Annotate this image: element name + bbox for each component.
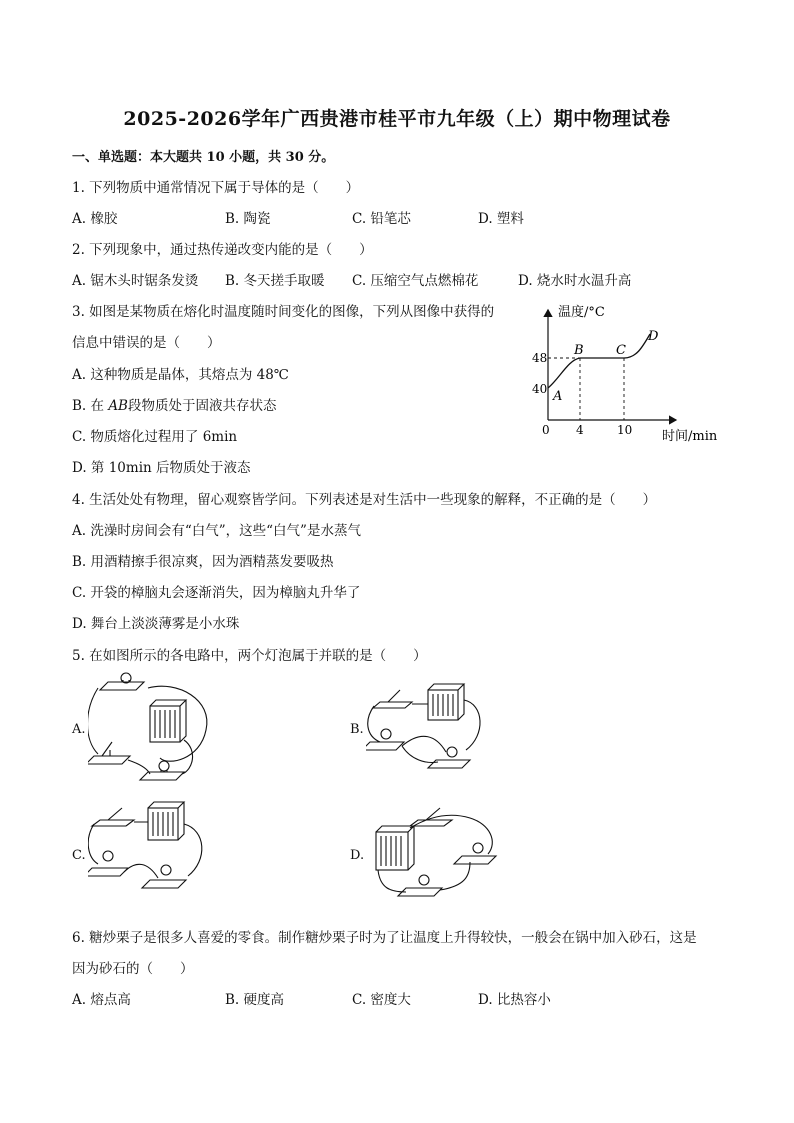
- question-6-stem-line2: 因为砂石的（ ）: [72, 961, 194, 977]
- temperature-curve: [548, 334, 650, 388]
- question-1-stem: 1. 下列物质中通常情况下属于导体的是（ ）: [72, 180, 360, 196]
- circuit-b-label: B.: [350, 722, 364, 737]
- tick-10: 10: [617, 423, 633, 437]
- question-3-option-b: B. 在 AB段物质处于固液共存状态: [72, 398, 277, 414]
- question-3-stem-line2: 信息中错误的是（ ）: [72, 335, 221, 351]
- question-3-option-a: A. 这种物质是晶体，其熔点为 48℃: [72, 367, 289, 383]
- question-2-option-b: B. 冬天搓手取暖: [225, 273, 325, 289]
- point-b-label: B: [574, 343, 584, 358]
- question-4-option-b: B. 用酒精擦手很凉爽，因为酒精蒸发要吸热: [72, 554, 334, 570]
- question-2-stem: 2. 下列现象中，通过热传递改变内能的是（ ）: [72, 242, 373, 258]
- question-1-option-a: A. 橡胶: [72, 211, 118, 227]
- circuit-b-diagram: [366, 680, 496, 776]
- question-1-option-d: D. 塑料: [478, 211, 524, 227]
- question-3-stem-line1: 3. 如图是某物质在熔化时温度随时间变化的图像，下列从图像中获得的: [72, 304, 495, 320]
- question-4-stem: 4. 生活处处有物理，留心观察皆学问。下列表述是对生活中一些现象的解释，不正确的是（ ）: [72, 492, 657, 508]
- question-2-option-d: D. 烧水时水温升高: [518, 273, 632, 289]
- tick-4: 4: [576, 423, 584, 437]
- question-6-stem-line1: 6. 糖炒栗子是很多人喜爱的零食。制作糖炒栗子时为了让温度上升得较快，一般会在锅中加入砂石，这是: [72, 930, 697, 946]
- circuit-a-diagram: [88, 670, 218, 786]
- question-3-option-d: D. 第 10min 后物质处于液态: [72, 460, 251, 476]
- question-4-option-a: A. 洗澡时房间会有“白气”，这些“白气”是水蒸气: [72, 523, 361, 539]
- question-2-option-c: C. 压缩空气点燃棉花: [352, 273, 479, 289]
- question-4-option-d: D. 舞台上淡淡薄雾是小水珠: [72, 616, 240, 632]
- tick-0: 0: [542, 423, 550, 437]
- question-5-stem: 5. 在如图所示的各电路中，两个灯泡属于并联的是（ ）: [72, 648, 427, 664]
- tick-40: 40: [532, 382, 548, 396]
- y-axis-label: 温度/°C: [558, 305, 605, 320]
- question-1-option-c: C. 铅笔芯: [352, 211, 411, 227]
- section-heading: 一、单选题：本大题共 10 小题，共 30 分。: [72, 150, 335, 165]
- point-d-label: D: [648, 329, 659, 344]
- circuit-a-label: A.: [72, 722, 86, 737]
- question-6-option-a: A. 熔点高: [72, 992, 131, 1008]
- question-3-option-c: C. 物质熔化过程用了 6min: [72, 429, 238, 445]
- circuit-c-diagram: [88, 800, 218, 896]
- point-c-label: C: [616, 343, 626, 358]
- circuit-c-label: C.: [72, 848, 86, 863]
- question-6-option-b: B. 硬度高: [225, 992, 285, 1008]
- question-6-option-d: D. 比热容小: [478, 992, 551, 1008]
- x-axis-label: 时间/min: [662, 429, 718, 444]
- question-6-option-c: C. 密度大: [352, 992, 411, 1008]
- melting-graph: [526, 300, 726, 450]
- point-a-label: A: [553, 389, 563, 404]
- circuit-d-label: D.: [350, 848, 365, 863]
- question-1-option-b: B. 陶瓷: [225, 211, 271, 227]
- circuit-d-diagram: [370, 806, 510, 902]
- page-title: 2025-2026学年广西贵港市桂平市九年级（上）期中物理试卷: [123, 108, 671, 130]
- question-4-option-c: C. 开袋的樟脑丸会逐渐消失，因为樟脑丸升华了: [72, 585, 361, 601]
- tick-48: 48: [532, 351, 548, 365]
- question-2-option-a: A. 锯木头时锯条发烫: [72, 273, 199, 289]
